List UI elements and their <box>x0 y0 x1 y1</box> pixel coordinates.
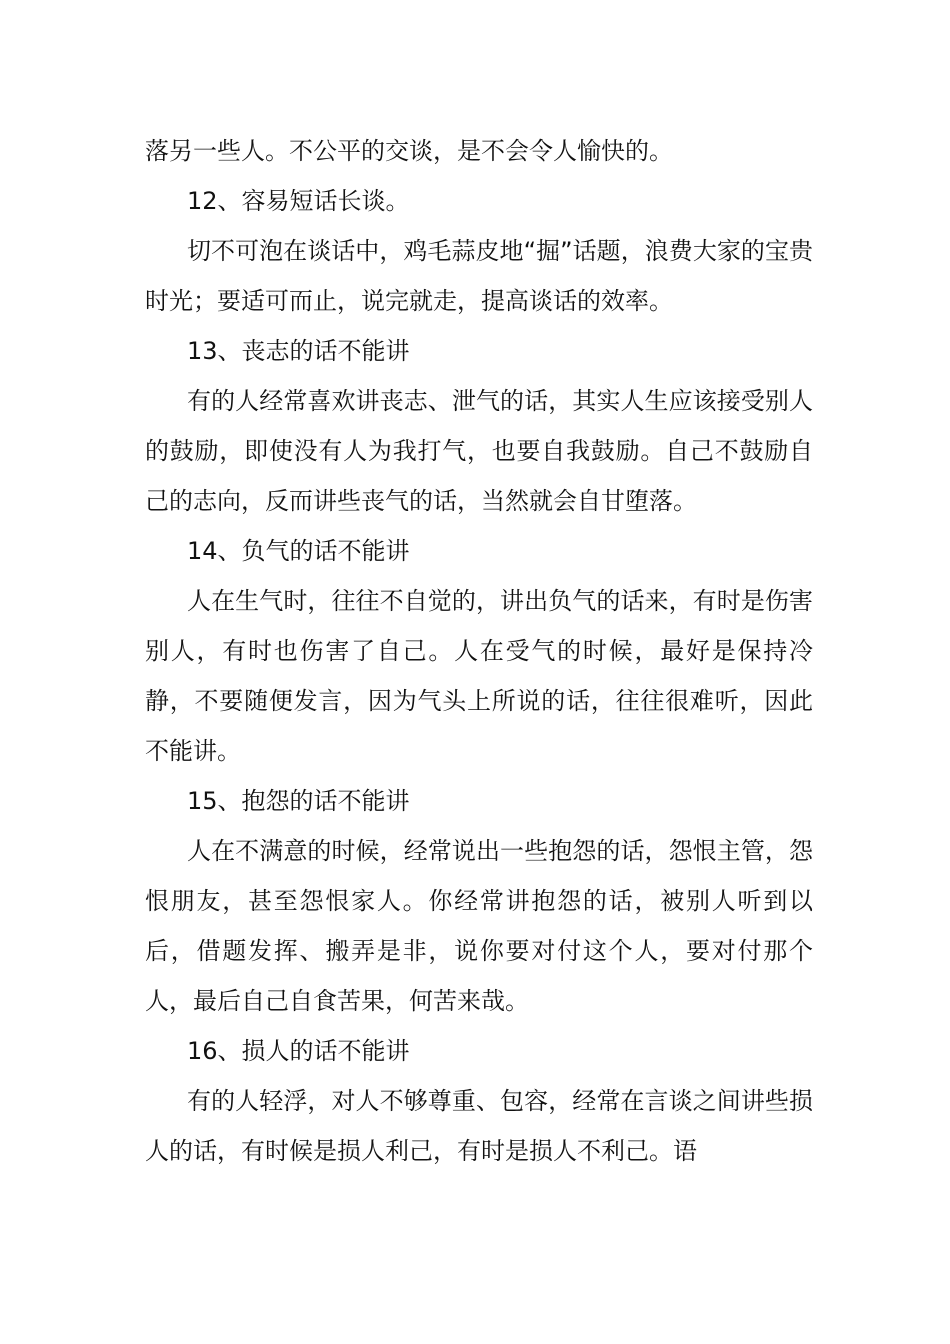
heading-15: 15、抱怨的话不能讲 <box>187 787 410 815</box>
heading-13: 13、丧志的话不能讲 <box>187 337 410 365</box>
paragraph-14: 人在生气时，往往不自觉的，讲出负气的话来，有时是伤害别人，有时也伤害了自己。人在受气的时候，最好是保持冷静，不要随便发言，因为气头上所说的话，往往很难听，因此不能讲。 <box>145 587 813 765</box>
heading-16: 16、损人的话不能讲 <box>187 1037 410 1065</box>
heading-14: 14、负气的话不能讲 <box>187 537 410 565</box>
heading-12: 12、容易短话长谈。 <box>187 187 410 215</box>
paragraph-15: 人在不满意的时候，经常说出一些抱怨的话，怨恨主管，怨恨朋友，甚至怨恨家人。你经常讲抱怨的话，被别人听到以后，借题发挥、搬弄是非，说你要对付这个人，要对付那个人，最后自己自食苦果，何苦来哉。 <box>145 837 813 1015</box>
paragraph-continuation: 落另一些人。不公平的交谈，是不会令人愉快的。 <box>145 137 673 165</box>
paragraph-13: 有的人经常喜欢讲丧志、泄气的话，其实人生应该接受别人的鼓励，即使没有人为我打气，也要自我鼓励。自己不鼓励自己的志向，反而讲些丧气的话，当然就会自甘堕落。 <box>145 387 813 515</box>
document-body <box>145 126 813 1176</box>
paragraph-16: 有的人轻浮，对人不够尊重、包容，经常在言谈之间讲些损人的话，有时候是损人利己，有时是损人不利己。语 <box>145 1087 813 1165</box>
paragraph-12: 切不可泡在谈话中，鸡毛蒜皮地“掘”话题，浪费大家的宝贵时光；要适可而止，说完就走，提高谈话的效率。 <box>145 237 813 315</box>
